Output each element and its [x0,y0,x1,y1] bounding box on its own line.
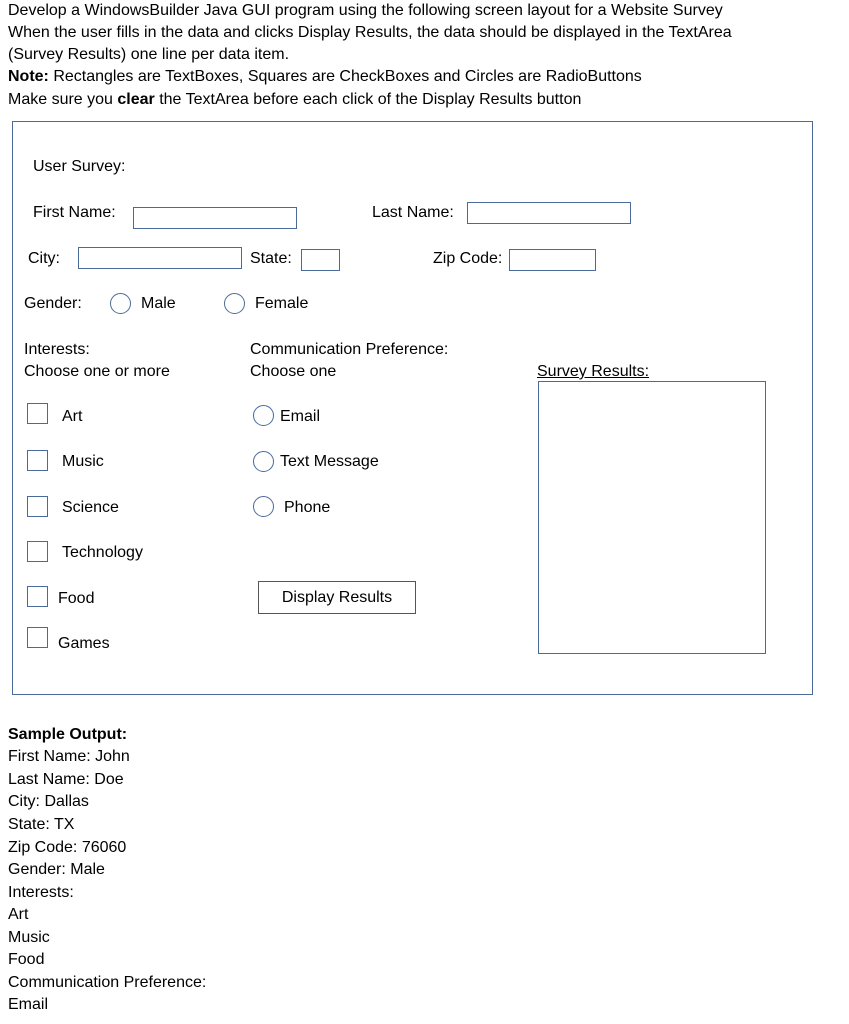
sample-line: Last Name: Doe [8,771,124,788]
clear-bold: clear [117,91,155,108]
sample-line: Email [8,996,49,1013]
sample-line: Art [8,906,29,923]
state-field[interactable] [301,249,340,271]
art-label: Art [62,408,83,425]
female-label: Female [255,295,309,312]
sample-line: Food [8,951,45,968]
last-name-label: Last Name: [372,204,454,221]
games-checkbox[interactable] [27,627,48,648]
sample-heading-text: Sample Output: [8,726,128,743]
city-label: City: [28,250,60,267]
interests-label: Interests: [24,341,90,358]
email-label: Email [280,408,321,425]
sample-output-heading [8,724,127,747]
first-name-field[interactable] [133,207,297,229]
instruction-line-1: Develop a WindowsBuilder Java GUI program using the following screen layout for a Website Survey [8,2,723,19]
text-message-label: Text Message [280,453,379,470]
technology-checkbox[interactable] [27,541,48,562]
sample-line: Zip Code: 76060 [8,839,127,856]
comm-label: Communication Preference: [250,341,449,358]
text-message-radio[interactable] [253,451,274,472]
city-field[interactable] [78,247,242,269]
sample-line: Music [8,929,50,946]
state-label: State: [250,250,292,267]
music-label: Music [62,453,104,470]
first-name-label: First Name: [33,204,116,221]
sample-line: Gender: Male [8,861,105,878]
food-checkbox[interactable] [27,586,48,607]
interests-hint: Choose one or more [24,363,170,380]
clear-post: the TextArea before each click of the Display Results button [154,91,582,108]
games-label: Games [58,635,110,652]
instruction-line-2: When the user fills in the data and clicks Display Results, the data should be displayed in the TextArea [8,24,732,41]
instruction-clear [8,89,581,112]
form-title: User Survey: [33,158,126,175]
results-label: Survey Results: [537,363,650,380]
email-radio[interactable] [253,405,274,426]
male-label: Male [141,295,176,312]
instruction-note [8,66,642,89]
sample-line: State: TX [8,816,75,833]
science-label: Science [62,499,119,516]
display-results-button[interactable]: Display Results [258,581,416,614]
last-name-field[interactable] [467,202,631,224]
science-checkbox[interactable] [27,496,48,517]
music-checkbox[interactable] [27,450,48,471]
comm-hint: Choose one [250,363,337,380]
female-radio[interactable] [224,293,245,314]
clear-pre: Make sure you [8,91,118,108]
male-radio[interactable] [110,293,131,314]
instruction-line-3: (Survey Results) one line per data item. [8,46,290,63]
sample-line: City: Dallas [8,793,89,810]
note-label: Note: [8,68,49,85]
zip-label: Zip Code: [433,250,503,267]
zip-field[interactable] [509,249,596,271]
sample-line: Communication Preference: [8,974,207,991]
phone-radio[interactable] [253,496,274,517]
technology-label: Technology [62,544,143,561]
food-label: Food [58,590,95,607]
phone-label: Phone [284,499,331,516]
sample-line: Interests: [8,884,74,901]
sample-line: First Name: John [8,748,130,765]
gender-label: Gender: [24,295,82,312]
survey-results-textarea[interactable] [538,381,766,654]
art-checkbox[interactable] [27,403,48,424]
note-text: Rectangles are TextBoxes, Squares are CheckBoxes and Circles are RadioButtons [48,68,642,85]
